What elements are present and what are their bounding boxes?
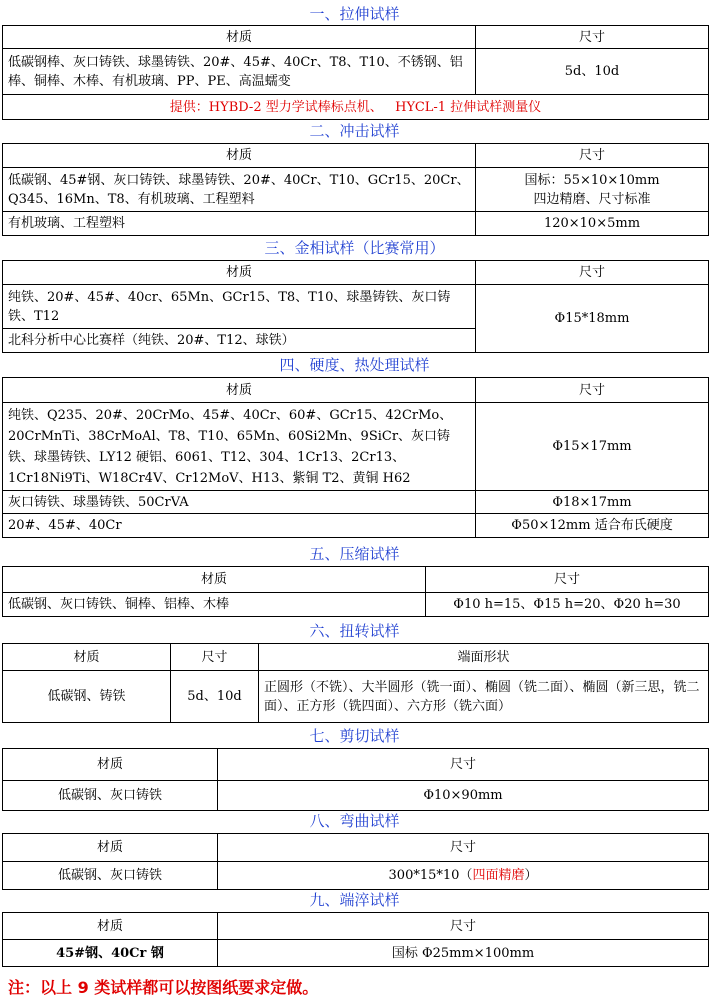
header-size: 尺寸 <box>476 261 709 285</box>
section-title-bending: 八、弯曲试样 <box>309 812 400 830</box>
material-cell: 低碳钢、灰口铸铁 <box>3 862 218 890</box>
header-material: 材质 <box>3 144 476 168</box>
size-cell: Φ50×12mm 适合布氏硬度 <box>476 514 709 538</box>
size-cell: 国标 Φ25mm×100mm <box>218 940 709 967</box>
size-cell: Φ15*18mm <box>476 285 709 353</box>
size-cell: 5d、10d <box>171 671 259 723</box>
section-title-end-quench: 九、端淬试样 <box>309 891 400 909</box>
size-value: 300*15*10（ <box>388 868 473 883</box>
header-size: 尺寸 <box>426 567 709 593</box>
header-material: 材质 <box>3 378 476 403</box>
section-title-torsion: 六、扭转试样 <box>309 622 400 640</box>
size-cell <box>476 168 709 212</box>
material-cell: 纯铁、20#、45#、40cr、65Mn、GCr15、T8、T10、球墨铸铁、灰口铸铁、T12 <box>3 285 476 329</box>
material-cell: 有机玻璃、工程塑料 <box>3 212 476 236</box>
size-cell: Φ18×17mm <box>476 491 709 514</box>
material-cell: 低碳钢、灰口铸铁、铜棒、铝棒、木棒 <box>3 593 426 617</box>
header-material: 材质 <box>3 567 426 593</box>
header-material: 材质 <box>3 644 171 671</box>
header-material: 材质 <box>3 913 218 940</box>
header-size: 尺寸 <box>218 913 709 940</box>
equipment-note: 提供：HYBD-2 型力学试棒标点机、 HYCL-1 拉伸试样测量仪 <box>3 95 709 120</box>
material-cell: 低碳钢、45#钢、灰口铸铁、球墨铸铁、20#、40Cr、T10、GCr15、20Cr、Q345、16Mn、T8、有机玻璃、工程塑料 <box>3 168 476 212</box>
size-cell: Φ15×17mm <box>476 403 709 491</box>
end-shape-cell: 正圆形（不铣）、大半圆形（铣一面）、椭圆（铣二面）、椭圆（新三思，铣二面）、正方形（铣四面）、六方形（铣六面） <box>259 671 709 723</box>
header-size: 尺寸 <box>476 26 709 49</box>
material-cell: 纯铁、Q235、20#、20CrMo、45#、40Cr、60#、GCr15、42CrMo、20CrMnTi、38CrMoAl、T8、T10、65Mn、60Si2Mn、9SiCr、灰口铸铁、球墨铸铁、LY12 硬铝、6061、T12、304、1Cr13、2Cr13、1Cr18Ni9Ti、W18Cr4V、Cr12MoV、H13、紫铜 T2、黄铜 H62 <box>3 403 476 491</box>
metallographic-table <box>2 260 709 353</box>
size-cell <box>218 862 709 890</box>
compression-table <box>2 566 709 617</box>
section-title-metallographic: 三、金相试样（比赛常用） <box>264 239 445 257</box>
impact-table <box>2 143 709 236</box>
material-cell: 45#钢、40Cr 钢 <box>3 940 218 967</box>
bending-table <box>2 833 709 890</box>
header-size: 尺寸 <box>476 378 709 403</box>
material-cell: 低碳钢、灰口铸铁 <box>3 781 218 811</box>
header-material: 材质 <box>3 261 476 285</box>
material-cell: 北科分析中心比赛样（纯铁、20#、T12、球铁） <box>3 329 476 353</box>
material-cell: 低碳钢棒、灰口铸铁、球墨铸铁、20#、45#、40Cr、T8、T10、不锈钢、铝棒、铜棒、木棒、有机玻璃、PP、PE、高温蠕变 <box>3 49 476 95</box>
header-material: 材质 <box>3 749 218 781</box>
section-title-tensile: 一、拉伸试样 <box>309 5 400 23</box>
header-material: 材质 <box>3 26 476 49</box>
size-paren: ） <box>524 868 538 883</box>
shear-table <box>2 748 709 811</box>
size-cell: Φ10 h=15、Φ15 h=20、Φ20 h=30 <box>426 593 709 617</box>
torsion-table <box>2 643 709 723</box>
size-line: 国标：55×10×10mm <box>524 172 660 188</box>
section-title-impact: 二、冲击试样 <box>309 122 400 140</box>
material-cell: 灰口铸铁、球墨铸铁、50CrVA <box>3 491 476 514</box>
header-end-shape: 端面形状 <box>259 644 709 671</box>
size-cell: Φ10×90mm <box>218 781 709 811</box>
size-cell: 120×10×5mm <box>476 212 709 236</box>
material-cell: 20#、45#、40Cr <box>3 514 476 538</box>
precision-grinding-note: 四面精磨 <box>472 868 525 883</box>
section-title-shear: 七、剪切试样 <box>309 727 400 745</box>
size-cell: 5d、10d <box>476 49 709 95</box>
header-size: 尺寸 <box>218 834 709 862</box>
header-material: 材质 <box>3 834 218 862</box>
section-title-compression: 五、压缩试样 <box>309 545 400 563</box>
size-line: 四边精磨、尺寸标准 <box>533 191 651 207</box>
section-title-hardness: 四、硬度、热处理试样 <box>279 356 430 374</box>
header-size: 尺寸 <box>218 749 709 781</box>
end-quench-table <box>2 912 709 967</box>
header-size: 尺寸 <box>171 644 259 671</box>
header-size: 尺寸 <box>476 144 709 168</box>
hardness-table <box>2 377 709 538</box>
footer-note: 注：以上 9 类试样都可以按图纸要求定做。 <box>8 978 319 997</box>
tensile-table <box>2 25 709 120</box>
material-cell: 低碳钢、铸铁 <box>3 671 171 723</box>
